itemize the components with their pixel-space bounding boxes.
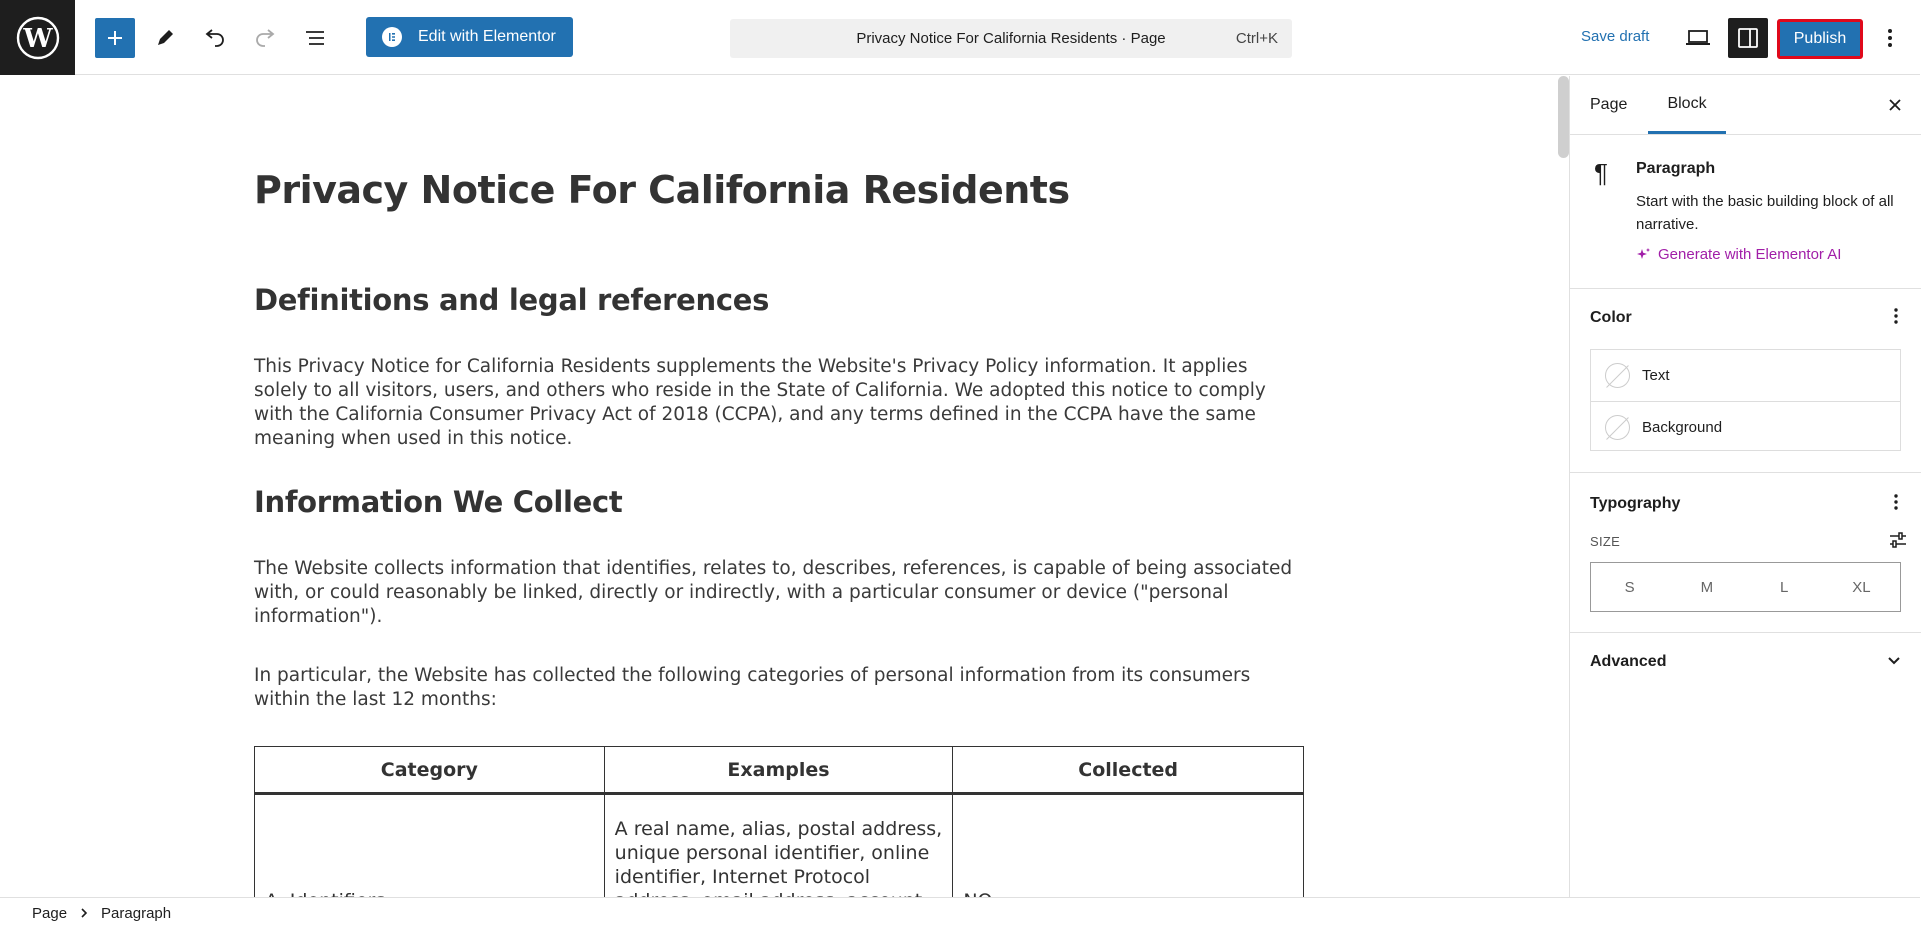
generate-ai-link[interactable] <box>1636 246 1841 263</box>
breadcrumb-page[interactable]: Page <box>32 904 68 922</box>
chevron-down-icon <box>1886 655 1902 667</box>
wordpress-logo-button[interactable] <box>0 0 75 75</box>
edit-with-elementor-label: Edit with Elementor <box>418 28 556 45</box>
table-cell: A real name, alias, postal address, unique personal identifier, online identifier, Internet Protocol <box>604 794 953 924</box>
custom-size-button[interactable] <box>1888 531 1908 554</box>
shortcut-hint: Ctrl+K <box>1235 30 1278 47</box>
options-menu-button[interactable] <box>1870 18 1910 58</box>
advanced-toggle[interactable] <box>1886 654 1902 672</box>
save-draft-button[interactable]: Save draft <box>1581 28 1650 45</box>
size-option-m[interactable]: M <box>1700 578 1714 596</box>
sliders-icon <box>1888 531 1908 549</box>
paragraph-block[interactable]: In particular, the Website has collected the following categories of personal information from its consumers within the last 12 months: <box>254 665 1251 710</box>
page-title[interactable]: Privacy Notice For California Residents <box>254 168 1070 212</box>
size-option-xl[interactable]: XL <box>1852 578 1871 596</box>
divider <box>1570 288 1921 289</box>
desktop-icon <box>1685 27 1711 49</box>
edit-with-elementor-button[interactable] <box>366 17 573 57</box>
typography-options-button[interactable] <box>1886 490 1906 514</box>
chevron-right-icon <box>79 907 89 919</box>
tab-block[interactable]: Block <box>1648 76 1726 134</box>
svg-text:W: W <box>22 23 53 54</box>
empty-swatch-icon <box>1605 363 1630 388</box>
publish-button[interactable]: Publish <box>1777 19 1863 59</box>
editor-toolbar <box>0 0 1920 75</box>
wordpress-icon <box>16 16 60 60</box>
size-option-s[interactable]: S <box>1624 578 1635 596</box>
table-header-cell: Category <box>255 747 605 794</box>
divider <box>1570 134 1921 135</box>
block-breadcrumb <box>0 897 1920 928</box>
more-vertical-icon <box>1894 307 1898 325</box>
redo-icon <box>253 26 277 50</box>
close-sidebar-button[interactable] <box>1880 90 1910 120</box>
editor-canvas <box>0 76 1569 898</box>
elementor-icon <box>382 27 402 47</box>
preview-button[interactable] <box>1678 18 1718 58</box>
generate-ai-label: Generate with Elementor AI <box>1658 246 1842 263</box>
background-color-option[interactable] <box>1591 401 1900 452</box>
table-header-cell: Examples <box>604 747 953 794</box>
block-name: Paragraph <box>1636 160 1716 177</box>
tab-page[interactable]: Page <box>1590 96 1628 113</box>
typography-panel-title: Typography <box>1590 495 1681 512</box>
list-view-icon <box>303 26 327 50</box>
redo-button[interactable] <box>245 18 285 58</box>
table-header-cell: Collected <box>953 747 1304 794</box>
text-color-option[interactable] <box>1591 350 1900 401</box>
size-label: SIZE <box>1590 534 1621 549</box>
background-color-label: Background <box>1642 418 1723 436</box>
sparkle-icon <box>1636 247 1652 263</box>
size-option-l[interactable]: L <box>1779 578 1789 596</box>
plus-icon <box>105 28 125 48</box>
more-vertical-icon <box>1894 493 1898 511</box>
advanced-panel-title[interactable]: Advanced <box>1590 653 1667 670</box>
divider <box>1570 632 1921 633</box>
add-block-button[interactable] <box>95 18 135 58</box>
document-title: Privacy Notice For California Residents · Page <box>856 30 1166 47</box>
settings-sidebar <box>1569 76 1920 898</box>
tools-button[interactable] <box>145 18 185 58</box>
document-overview-button[interactable] <box>295 18 335 58</box>
empty-swatch-icon <box>1605 415 1630 440</box>
color-panel-title: Color <box>1590 309 1632 326</box>
color-settings <box>1590 349 1901 451</box>
paragraph-block[interactable]: The Website collects information that identifies, relates to, describes, references, is capable of being associated with, or could reasonably be linked, directly or indirectly, with a particular consumer or device ("personal information"). <box>254 558 1293 627</box>
table-header-row <box>255 747 1304 794</box>
pencil-icon <box>154 27 176 49</box>
text-color-label: Text <box>1642 367 1670 384</box>
sidebar-toggle-icon <box>1737 27 1759 49</box>
settings-button[interactable] <box>1728 18 1768 58</box>
breadcrumb-paragraph[interactable]: Paragraph <box>101 904 172 922</box>
command-palette-bar[interactable] <box>730 19 1292 58</box>
undo-icon <box>203 26 227 50</box>
undo-button[interactable] <box>195 18 235 58</box>
divider <box>1570 472 1921 473</box>
color-options-button[interactable] <box>1886 304 1906 328</box>
paragraph-block[interactable]: This Privacy Notice for California Residents supplements the Website's Privacy Policy information. It applies solely to all visitors, users, and others who reside in the State of California. We adopted this notice to comply with the California Consumer Privacy Act of 2018 (CCPA), and any terms defined in the CCPA have the same meaning when used in this notice. <box>254 356 1266 449</box>
block-description: Start with the basic building block of all narrative. <box>1636 193 1894 233</box>
canvas-scrollbar[interactable] <box>1558 76 1569 158</box>
font-size-picker <box>1590 562 1901 612</box>
heading-information-we-collect[interactable]: Information We Collect <box>254 485 623 519</box>
heading-definitions[interactable]: Definitions and legal references <box>254 283 770 317</box>
close-icon <box>1888 98 1902 112</box>
paragraph-icon: ¶ <box>1594 158 1608 188</box>
more-vertical-icon <box>1887 27 1893 49</box>
